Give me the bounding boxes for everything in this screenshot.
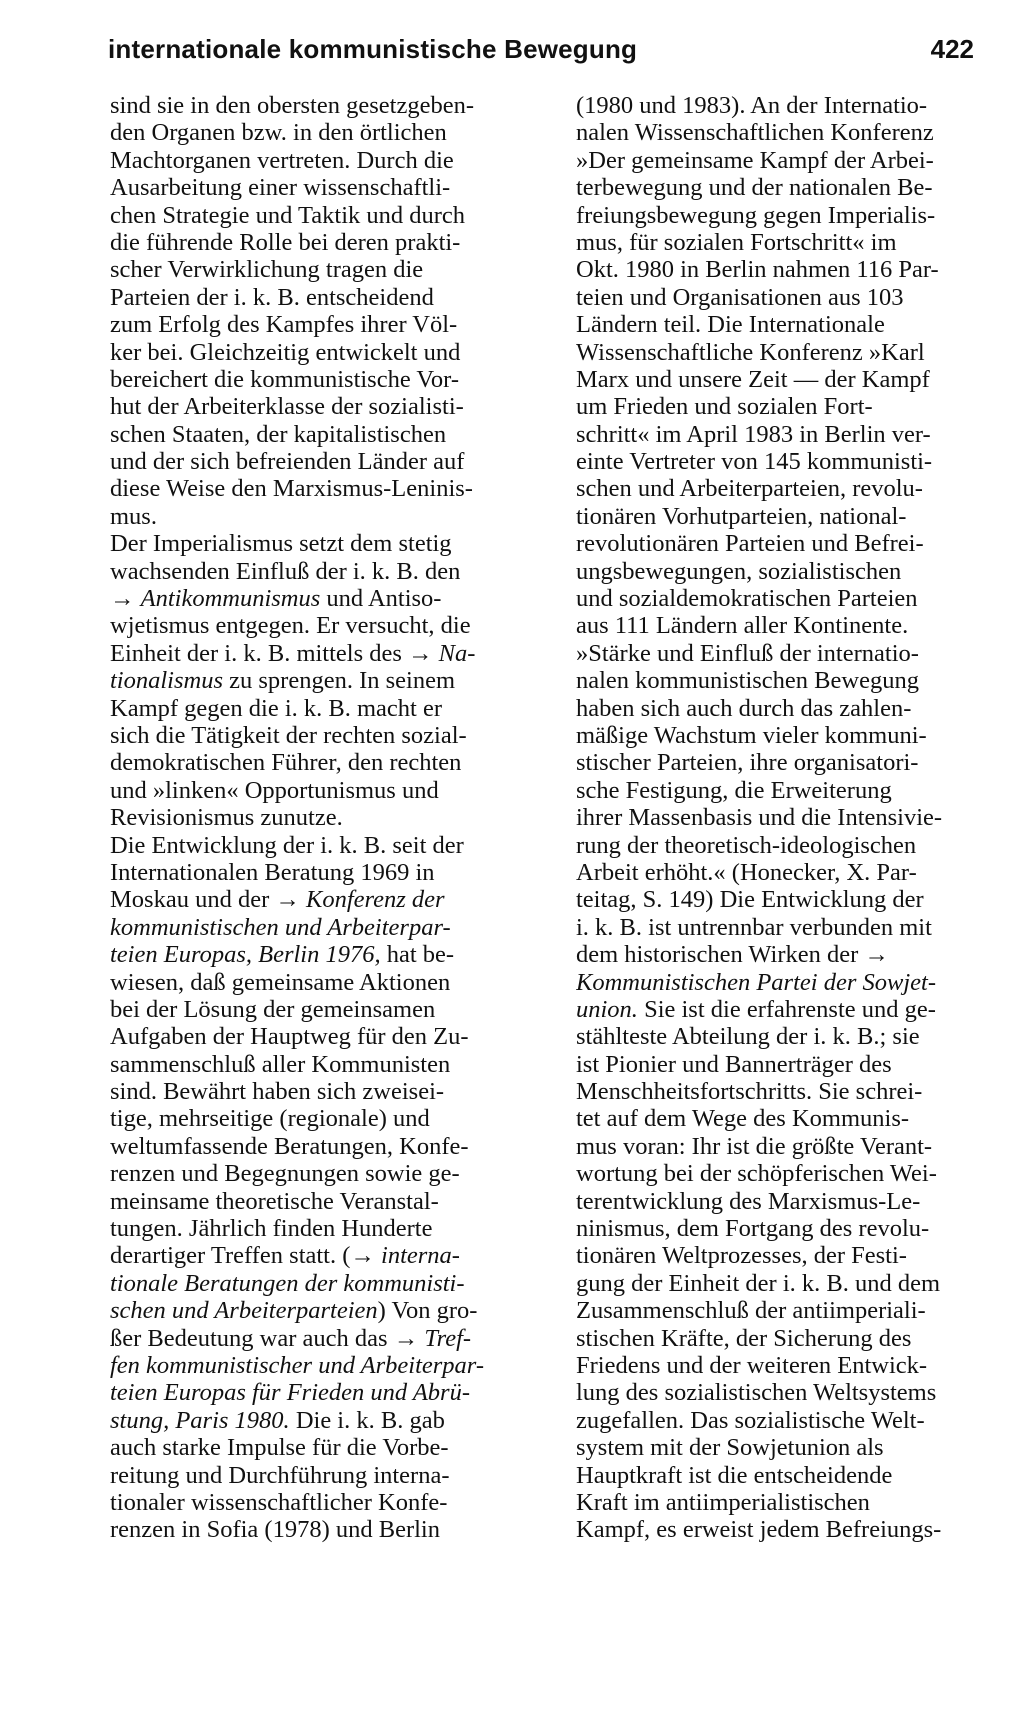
text-segment: und Antiso- (320, 585, 442, 613)
text-segment: teitag, S. 149) Die Entwicklung der (576, 886, 924, 914)
text-segment: sche Festigung, die Erweiterung (576, 776, 892, 804)
text-segment: um Frieden und sozialen Fort- (576, 393, 873, 421)
text-segment: wachsenden Einfluß der i. k. B. den (110, 557, 461, 585)
text-segment: sammenschluß aller Kommunisten (110, 1050, 451, 1078)
text-line (110, 941, 540, 968)
text-line (110, 1434, 540, 1461)
text-segment: ninismus, dem Fortgang des revolu- (576, 1215, 930, 1243)
text-segment: Parteien der i. k. B. entscheidend (110, 283, 434, 311)
text-line (110, 722, 540, 749)
text-line (576, 393, 1006, 420)
text-line (110, 859, 540, 886)
text-segment: gung der Einheit der i. k. B. und dem (576, 1269, 941, 1297)
running-header (108, 28, 974, 74)
text-line (576, 256, 1006, 283)
text-line (110, 311, 540, 338)
text-segment: renzen und Begegnungen sowie ge- (110, 1160, 460, 1188)
text-line (576, 749, 1006, 776)
text-line (110, 969, 540, 996)
text-line (110, 667, 540, 694)
text-line (576, 1270, 1006, 1297)
italic-text-segment: tionalismus (110, 667, 223, 695)
text-segment: sind. Bewährt haben sich zweisei- (110, 1078, 445, 1106)
text-line (576, 1325, 1006, 1352)
text-segment: bei der Lösung der gemeinsamen (110, 995, 436, 1023)
text-line (576, 1078, 1006, 1105)
text-line (576, 1242, 1006, 1269)
text-line (110, 749, 540, 776)
text-line (576, 448, 1006, 475)
text-segment: »Der gemeinsame Kampf der Arbei- (576, 146, 934, 174)
text-line (110, 914, 540, 941)
italic-text-segment: Konferenz der (305, 886, 445, 914)
text-segment: tionären Weltprozesses, der Festi- (576, 1242, 907, 1270)
text-line (576, 1379, 1006, 1406)
text-line (576, 1105, 1006, 1132)
text-segment: aus 111 Ländern aller Kontinente. (576, 612, 909, 640)
text-segment: ker bei. Gleichzeitig entwickelt und (110, 338, 461, 366)
text-line (110, 475, 540, 502)
text-line (576, 558, 1006, 585)
text-line (110, 1078, 540, 1105)
text-segment: bereichert die kommunistische Vor- (110, 365, 460, 393)
text-line (110, 1023, 540, 1050)
text-segment: tionaler wissenschaftlicher Konfe- (110, 1488, 448, 1516)
text-segment: Revisionismus zunutze. (110, 804, 343, 832)
text-segment: (1980 und 1983). An der Internatio- (576, 92, 928, 119)
text-segment: Menschheitsfortschritts. Sie schrei- (576, 1078, 923, 1106)
page-number: 422 (930, 34, 974, 64)
text-line (110, 640, 540, 667)
text-line (576, 914, 1006, 941)
text-segment: Aufgaben der Hauptweg für den Zu- (110, 1023, 469, 1051)
text-line (576, 530, 1006, 557)
text-line (110, 256, 540, 283)
text-segment: zugefallen. Das sozialistische Welt- (576, 1406, 925, 1434)
text-line (110, 1188, 540, 1215)
text-segment: Arbeit erhöht.« (Honecker, X. Par- (576, 858, 917, 886)
italic-text-segment: union. (576, 995, 638, 1023)
text-line (110, 1270, 540, 1297)
text-line (110, 393, 540, 420)
text-segment: mus. (110, 502, 157, 530)
text-segment: lung des sozialistischen Weltsystems (576, 1379, 937, 1407)
text-line (576, 1023, 1006, 1050)
italic-text-segment: Tref- (424, 1324, 472, 1352)
text-line (576, 1462, 1006, 1489)
text-segment: meinsame theoretische Veranstal- (110, 1187, 439, 1215)
text-segment: schen Staaten, der kapitalistischen (110, 420, 447, 448)
text-segment: schritt« im April 1983 in Berlin ver- (576, 420, 931, 448)
text-segment: und »linken« Opportunismus und (110, 776, 439, 804)
text-line (576, 1051, 1006, 1078)
italic-text-segment: Na- (438, 639, 476, 667)
text-segment: Ländern teil. Die Internationale (576, 311, 885, 339)
text-line (110, 448, 540, 475)
text-line (576, 421, 1006, 448)
italic-text-segment: interna- (381, 1242, 460, 1270)
text-segment: hut der Arbeiterklasse der sozialisti- (110, 393, 464, 421)
text-segment: system mit der Sowjetunion als (576, 1434, 884, 1462)
text-segment: Kampf gegen die i. k. B. macht er (110, 694, 443, 722)
text-segment: tungen. Jährlich finden Hunderte (110, 1215, 433, 1243)
text-line (110, 174, 540, 201)
italic-text-segment: schen und Arbeiterparteien (110, 1297, 378, 1325)
text-segment: renzen in Sofia (1978) und Berlin (110, 1516, 440, 1544)
text-line (576, 119, 1006, 146)
text-line (110, 612, 540, 639)
text-segment: Die i. k. B. gab (289, 1406, 445, 1434)
text-segment: mäßige Wachstum vieler kommuni- (576, 721, 927, 749)
text-line (576, 804, 1006, 831)
text-segment: ) Von gro- (377, 1297, 478, 1325)
text-segment: den Organen bzw. in den örtlichen (110, 119, 447, 147)
text-segment: scher Verwirklichung tragen die (110, 256, 424, 284)
text-segment: terentwicklung des Marxismus-Le- (576, 1187, 921, 1215)
text-segment: nalen kommunistischen Bewegung (576, 667, 919, 695)
text-line (576, 886, 1006, 913)
text-line (576, 229, 1006, 256)
text-line (576, 612, 1006, 639)
italic-text-segment: teien Europas, Berlin 1976, (110, 941, 381, 969)
text-line (110, 886, 540, 913)
text-line (576, 92, 1006, 119)
text-line (110, 695, 540, 722)
text-line (576, 667, 1006, 694)
text-line (110, 1105, 540, 1132)
text-segment: Moskau und der → (110, 886, 306, 914)
text-segment: ihrer Massenbasis und die Intensivie- (576, 804, 943, 832)
text-segment: Die Entwicklung der i. k. B. seit der (110, 831, 464, 859)
text-segment: tionären Vorhutparteien, national- (576, 502, 907, 530)
text-segment: wortung bei der schöpferischen Wei- (576, 1160, 937, 1188)
text-segment: mus, für sozialen Fortschritt« im (576, 228, 897, 256)
text-segment: und sozialdemokratischen Parteien (576, 585, 918, 613)
italic-text-segment: tionale Beratungen der kommunisti- (110, 1269, 465, 1297)
text-line (576, 503, 1006, 530)
text-segment: Zusammenschluß der antiimperiali- (576, 1297, 926, 1325)
text-segment: terbewegung und der nationalen Be- (576, 174, 933, 202)
text-line (576, 585, 1006, 612)
header-title: internationale kommunistische Bewegung (108, 34, 638, 64)
text-line (576, 202, 1006, 229)
text-line (576, 147, 1006, 174)
text-line (110, 366, 540, 393)
text-line (576, 284, 1006, 311)
text-line (110, 202, 540, 229)
text-line (110, 530, 540, 557)
text-line (576, 722, 1006, 749)
text-segment: nalen Wissenschaftlichen Konferenz (576, 119, 934, 147)
text-line (576, 695, 1006, 722)
text-line (576, 1160, 1006, 1187)
text-line (576, 996, 1006, 1023)
text-line (110, 1489, 540, 1516)
text-segment: die führende Rolle bei deren prakti- (110, 228, 461, 256)
text-line (576, 366, 1006, 393)
text-line (110, 558, 540, 585)
text-line (110, 1242, 540, 1269)
text-line (110, 1462, 540, 1489)
text-segment: chen Strategie und Taktik und durch (110, 201, 466, 229)
text-segment: Friedens und der weiteren Entwick- (576, 1351, 928, 1379)
text-segment: Ausarbeitung einer wissenschaftli- (110, 174, 451, 202)
text-segment: reitung und Durchführung interna- (110, 1461, 450, 1489)
text-line (576, 1215, 1006, 1242)
text-segment: und der sich befreienden Länder auf (110, 448, 465, 476)
text-segment: Marx und unsere Zeit — der Kampf (576, 365, 930, 393)
text-segment: stählteste Abteilung der i. k. B.; sie (576, 1023, 920, 1051)
text-segment: i. k. B. ist untrennbar verbunden mit (576, 913, 932, 941)
text-line (110, 996, 540, 1023)
text-segment: Kraft im antiimperialistischen (576, 1488, 870, 1516)
text-segment: haben sich auch durch das zahlen- (576, 694, 912, 722)
text-segment: schen und Arbeiterparteien, revolu- (576, 475, 923, 503)
text-line (576, 174, 1006, 201)
text-line (576, 859, 1006, 886)
text-segment: zu sprengen. In seinem (223, 667, 455, 695)
text-segment: ist Pionier und Bannerträger des (576, 1050, 892, 1078)
text-line (576, 640, 1006, 667)
text-segment: zum Erfolg des Kampfes ihrer Völ- (110, 311, 458, 339)
text-segment: hat be- (380, 941, 455, 969)
text-segment: freiungsbewegung gegen Imperialis- (576, 201, 936, 229)
left-text-column (110, 92, 540, 1544)
italic-text-segment: stung, Paris 1980. (110, 1406, 290, 1434)
text-segment: auch starke Impulse für die Vorbe- (110, 1434, 449, 1462)
text-segment: derartiger Treffen statt. (→ (110, 1242, 382, 1270)
text-segment: weltumfassende Beratungen, Konfe- (110, 1132, 469, 1160)
italic-text-segment: teien Europas für Frieden und Abrü- (110, 1379, 470, 1407)
text-segment: Wissenschaftliche Konferenz »Karl (576, 338, 925, 366)
text-line (110, 832, 540, 859)
text-line (110, 1379, 540, 1406)
text-line (110, 1051, 540, 1078)
text-line (110, 1133, 540, 1160)
text-segment: sich die Tätigkeit der rechten sozial- (110, 721, 467, 749)
text-line (110, 585, 540, 612)
text-segment: Hauptkraft ist die entscheidende (576, 1461, 893, 1489)
text-line (110, 1297, 540, 1324)
italic-text-segment: fen kommunistischer und Arbeiterpar- (110, 1351, 484, 1379)
text-segment: dem historischen Wirken der → (576, 941, 889, 969)
text-line (576, 832, 1006, 859)
text-segment: ßer Bedeutung war auch das → (110, 1324, 425, 1352)
text-line (110, 804, 540, 831)
text-segment: teien und Organisationen aus 103 (576, 283, 904, 311)
text-segment: Internationalen Beratung 1969 in (110, 858, 435, 886)
text-line (576, 777, 1006, 804)
text-line (576, 1297, 1006, 1324)
text-segment: Der Imperialismus setzt dem stetig (110, 530, 452, 558)
text-line (110, 339, 540, 366)
text-segment: wiesen, daß gemeinsame Aktionen (110, 968, 451, 996)
text-segment: stischer Parteien, ihre organisatori- (576, 749, 919, 777)
text-line (110, 503, 540, 530)
text-segment: demokratischen Führer, den rechten (110, 749, 462, 777)
text-line (110, 284, 540, 311)
text-line (110, 119, 540, 146)
text-segment: Okt. 1980 in Berlin nahmen 116 Par- (576, 256, 939, 284)
text-line (110, 147, 540, 174)
text-line (110, 1352, 540, 1379)
text-line (110, 1215, 540, 1242)
text-segment: → (110, 585, 141, 613)
text-line (110, 229, 540, 256)
italic-text-segment: Antikommunismus (140, 585, 321, 613)
text-segment: ungsbewegungen, sozialistischen (576, 557, 902, 585)
text-line (110, 92, 540, 119)
text-line (110, 1325, 540, 1352)
text-line (110, 1160, 540, 1187)
text-segment: tet auf dem Wege des Kommunis- (576, 1105, 910, 1133)
text-segment: sind sie in den obersten gesetzgeben- (110, 92, 474, 119)
text-line (576, 1133, 1006, 1160)
text-line (576, 1407, 1006, 1434)
text-line (576, 941, 1006, 968)
text-line (576, 339, 1006, 366)
text-segment: stischen Kräfte, der Sicherung des (576, 1324, 912, 1352)
text-line (110, 777, 540, 804)
text-line (576, 311, 1006, 338)
italic-text-segment: kommunistischen und Arbeiterpar- (110, 913, 451, 941)
text-line (576, 1188, 1006, 1215)
text-segment: diese Weise den Marxismus-Leninis- (110, 475, 473, 503)
text-line (110, 421, 540, 448)
text-segment: wjetismus entgegen. Er versucht, die (110, 612, 471, 640)
text-line (576, 969, 1006, 996)
right-text-column (576, 92, 1006, 1544)
text-segment: tige, mehrseitige (regionale) und (110, 1105, 430, 1133)
text-line (576, 1352, 1006, 1379)
text-line (576, 1434, 1006, 1461)
italic-text-segment: Kommunistischen Partei der Sowjet- (576, 968, 936, 996)
text-segment: Sie ist die erfahrenste und ge- (637, 995, 936, 1023)
text-segment: revolutionären Parteien und Befrei- (576, 530, 924, 558)
text-segment: Einheit der i. k. B. mittels des → (110, 639, 439, 667)
text-line (110, 1516, 540, 1543)
text-line (110, 1407, 540, 1434)
text-segment: Machtorganen vertreten. Durch die (110, 146, 454, 174)
text-line (576, 1516, 1006, 1543)
text-segment: rung der theoretisch-ideologischen (576, 831, 917, 859)
text-segment: mus voran: Ihr ist die größte Verant- (576, 1132, 933, 1160)
text-line (576, 1489, 1006, 1516)
text-segment: einte Vertreter von 145 kommunisti- (576, 448, 933, 476)
text-segment: Kampf, es erweist jedem Befreiungs- (576, 1516, 942, 1544)
text-line (576, 475, 1006, 502)
text-segment: »Stärke und Einfluß der internatio- (576, 639, 919, 667)
